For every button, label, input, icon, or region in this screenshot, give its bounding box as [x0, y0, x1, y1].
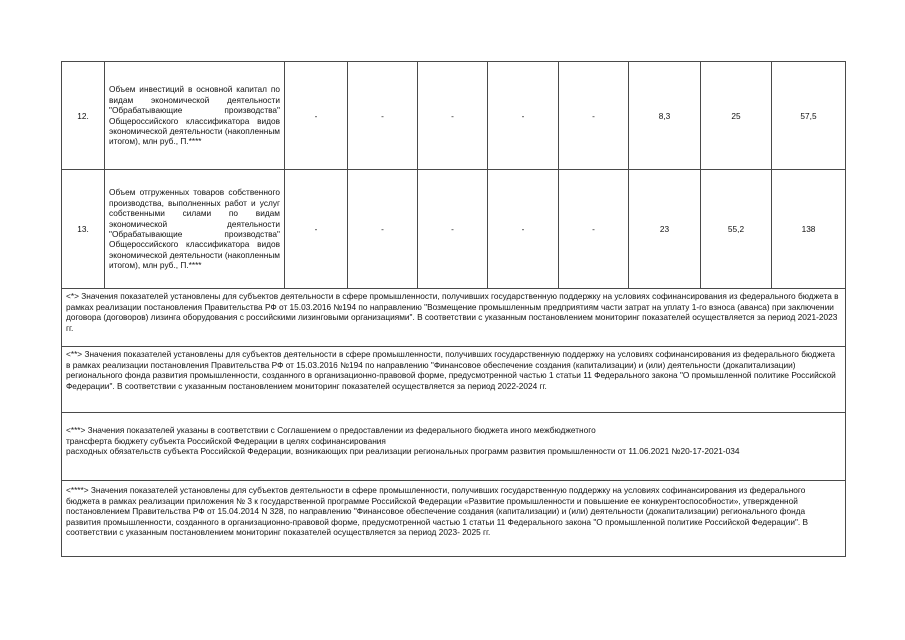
value-cell: -	[285, 170, 348, 289]
footnote-row-2	[62, 347, 846, 413]
value-cell: 23	[629, 170, 701, 289]
row-number: 13.	[62, 170, 105, 289]
value-cell: -	[285, 62, 348, 170]
footnote-row-3	[62, 413, 846, 481]
indicator-name: Объем отгруженных товаров собственного производства, выполненных работ и услуг собственными силами по видам экономической деятельности "Обрабатывающие производства" Общероссийского классификатора видов экономической деятельности (накопленным итогом), млн руб., П.****	[105, 170, 285, 289]
footnote-2: <**> Значения показателей установлены для субъектов деятельности в сфере промышленности, получивших государственную поддержку на условиях софинансирования из федерального бюджета в рамках реализации постановления Правительства РФ от 15.03.2016 №194 по направлению "Финансовое обеспечение создания (капитализации) и (или) деятельности (докапитализации) регионального фонда развития промышленности, созданного в организационно-правовой форме, предусмотренной частью 1 статьи 11 Федерального закона "О промышленной политике Российской Федерации". В соответствии с указанным постановлением мониторинг показателей осуществляется за период 2022-2024 гг.	[62, 347, 846, 413]
footnote-row-4	[62, 481, 846, 557]
value-cell: -	[488, 170, 559, 289]
table-row-13	[62, 170, 846, 289]
value-cell: 138	[772, 170, 846, 289]
footnote-4: <****> Значения показателей установлены для субъектов деятельности в сфере промышленности, получивших государственную поддержку на условиях софинансирования из федерального бюджета в рамках реализации приложения № 3 к государственной программе Российской Федерации «Развитие промышленности и повышение ее конкурентоспособности», утвержденной постановлением Правительства РФ от 15.04.2014 N 328, по направлению "Финансовое обеспечение создания (капитализации) и (или) деятельности (докапитализации) регионального фонда развития промышленности, созданного в организационно-правовой форме, предусмотренной частью 1 статьи 11 Федерального закона "О промышленной политике Российской Федерации". В соответствии с указанным постановлением мониторинг показателей осуществляется за период 2023- 2025 гг.	[62, 481, 846, 557]
value-cell: 55,2	[701, 170, 772, 289]
footnote-3	[62, 413, 846, 481]
table-row-12	[62, 62, 846, 170]
row-number: 12.	[62, 62, 105, 170]
value-cell: -	[348, 170, 418, 289]
value-cell: -	[348, 62, 418, 170]
footnote-3-line-1: <***> Значения показателей указаны в соответствии с Соглашением о предоставлении из федерального бюджета иного межбюджетного	[66, 425, 596, 435]
footnote-row-1	[62, 289, 846, 347]
value-cell: 25	[701, 62, 772, 170]
indicator-name: Объем инвестиций в основной капитал по видам экономической деятельности "Обрабатывающие производства" Общероссийского классификатора видов экономической деятельности (накопленным итогом), млн руб., П.****	[105, 62, 285, 170]
indicators-table	[61, 61, 846, 557]
value-cell: -	[418, 62, 488, 170]
footnote-3-line-3: расходных обязательств субъекта Российской Федерации, возникающих при реализации региональных программ развития промышленности от 11.06.2021 №20-17-2021-034	[66, 446, 740, 457]
footnote-3-line-2: трансферта бюджету субъекта Российской Федерации в целях софинансирования	[66, 435, 386, 446]
value-cell: 57,5	[772, 62, 846, 170]
value-cell: -	[488, 62, 559, 170]
value-cell: 8,3	[629, 62, 701, 170]
value-cell: -	[418, 170, 488, 289]
value-cell: -	[559, 170, 629, 289]
footnote-1: <*> Значения показателей установлены для субъектов деятельности в сфере промышленности, получивших государственную поддержку на условиях софинансирования из федерального бюджета в рамках реализации постановления Правительства РФ от 15.03.2016 №194 по направлению "Возмещение промышленным предприятиям части затрат на уплату 1-го взноса (аванса) при заключении договора (договоров) лизинга оборудования с российскими лизинговыми организациями". В соответствии с указанным постановлением мониторинг показателей осуществляется за период 2021-2023 гг.	[62, 289, 846, 347]
value-cell: -	[559, 62, 629, 170]
